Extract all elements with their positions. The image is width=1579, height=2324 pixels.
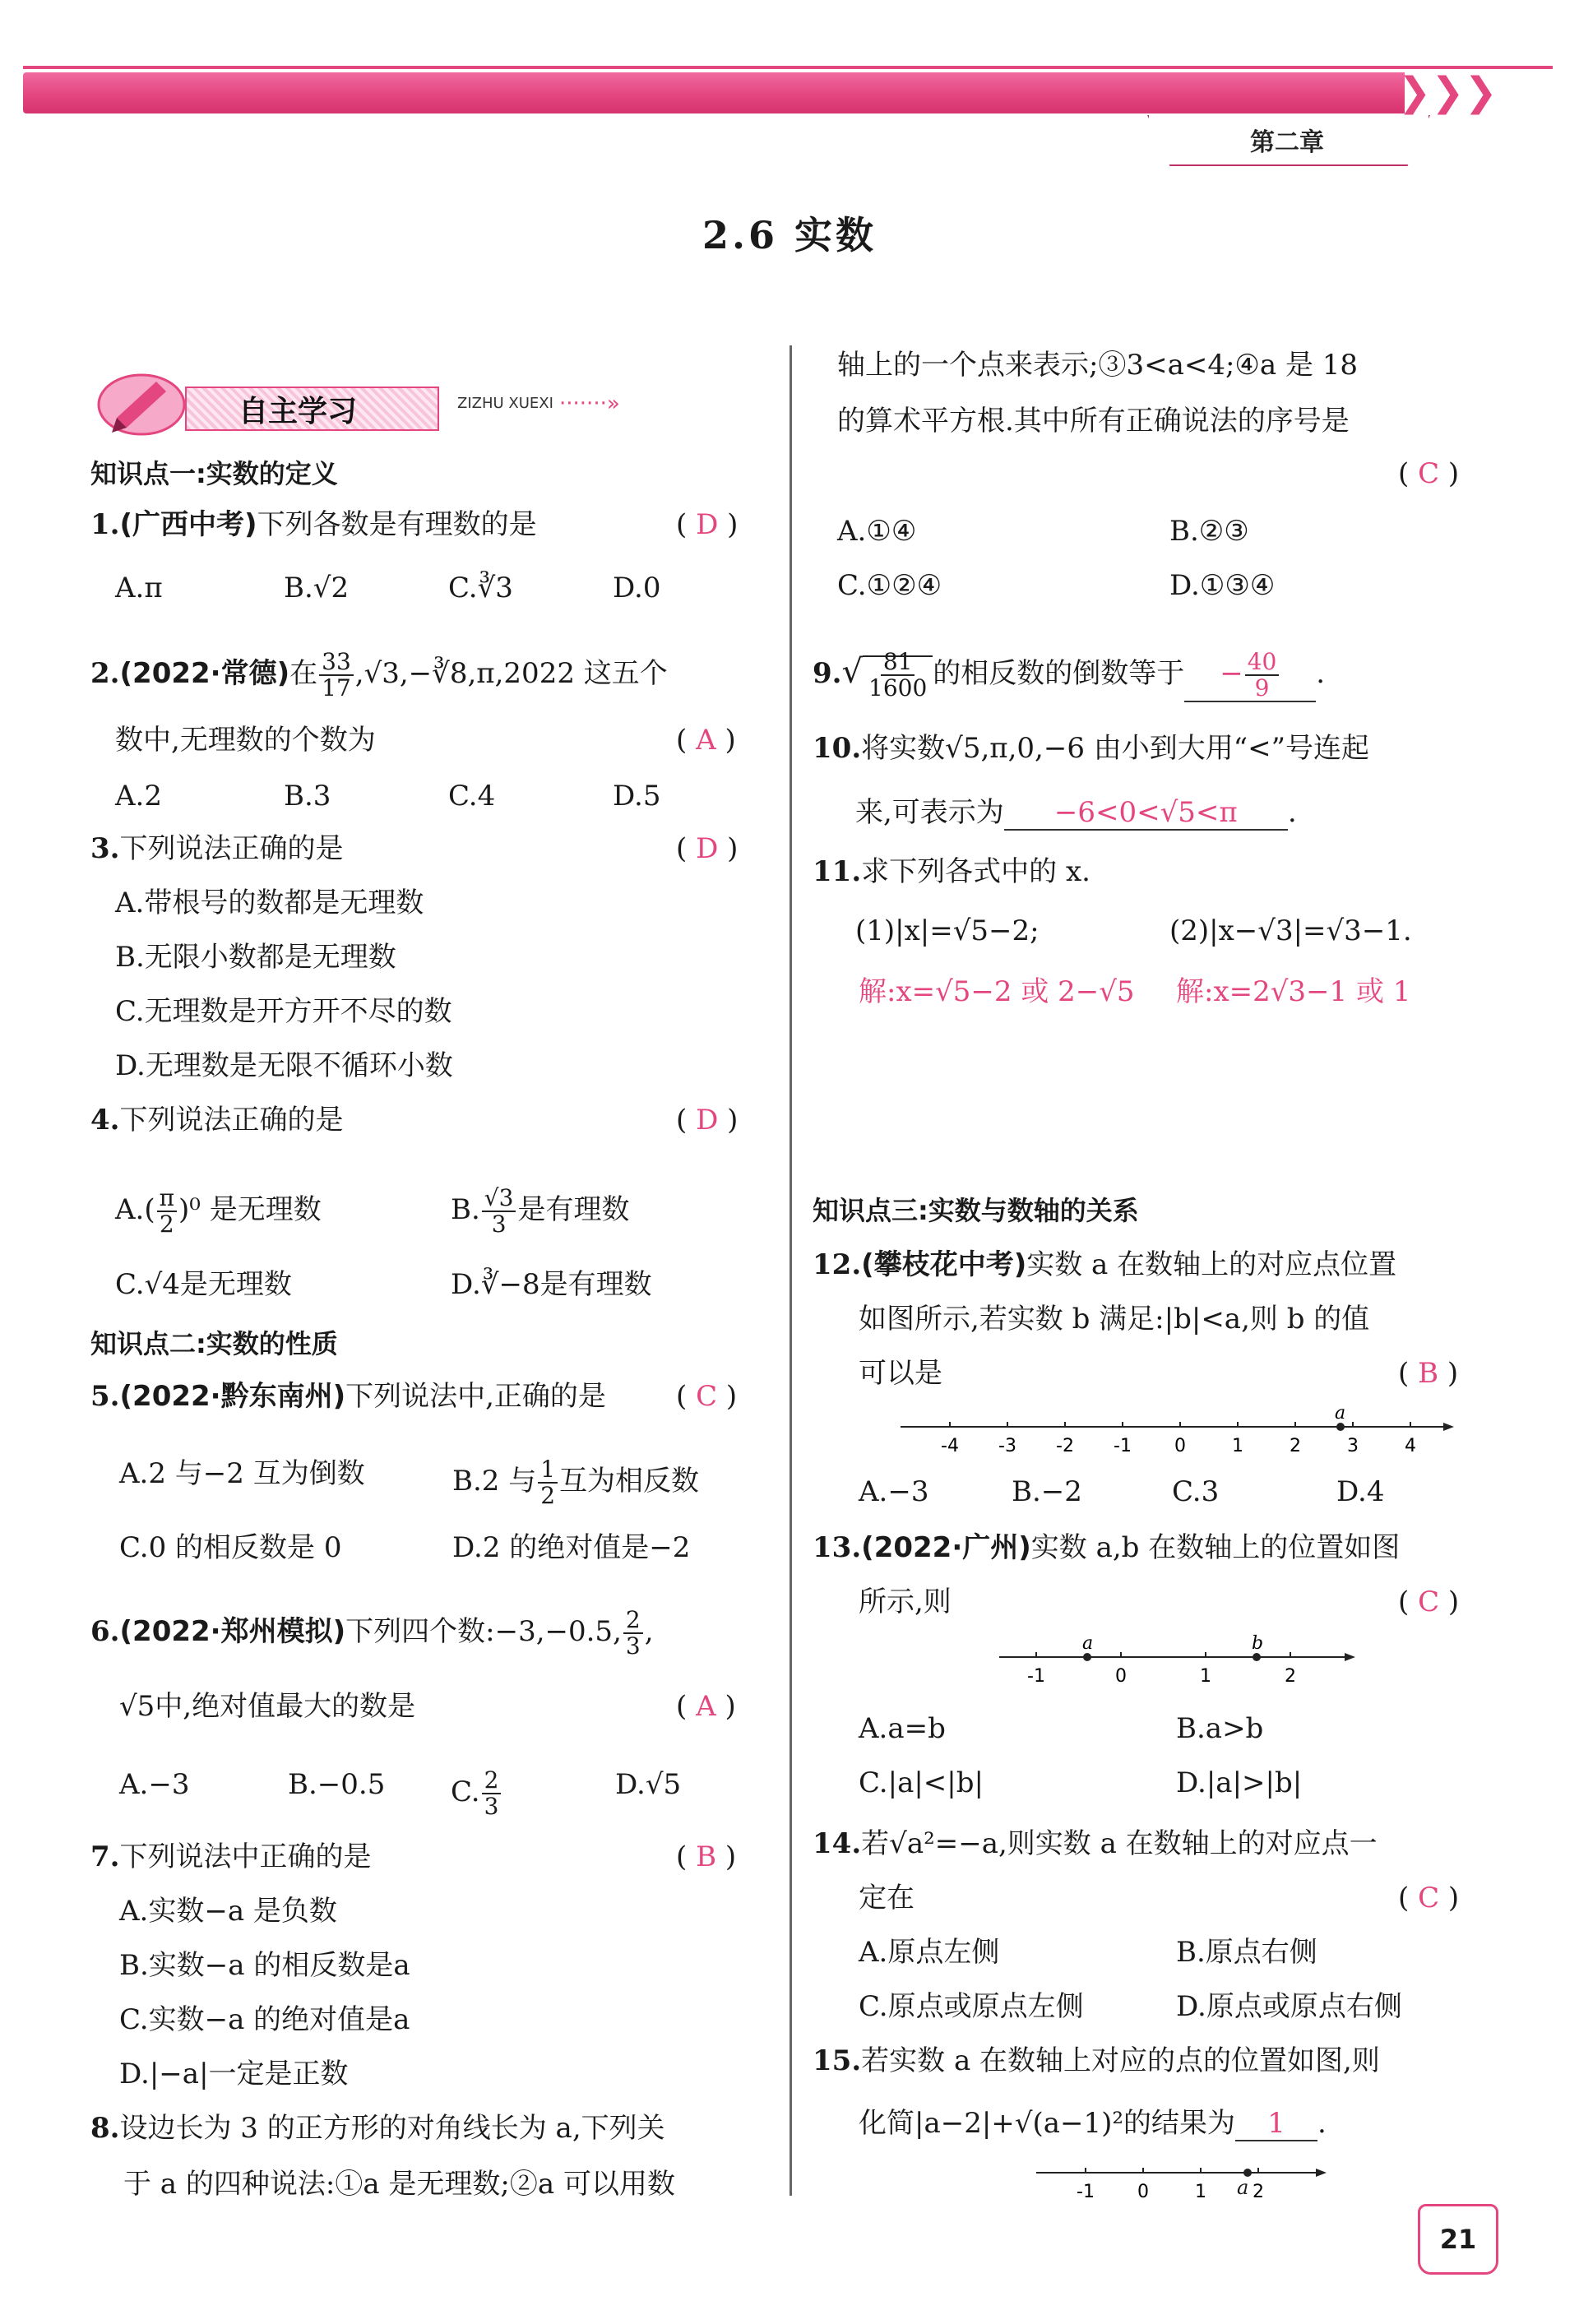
q8-option-a: A.①④ [837, 515, 917, 548]
q12-number-line [896, 1402, 1456, 1460]
q14-option-b: B.原点右侧 [1176, 1936, 1317, 1969]
q8-stem-4: 的算术平方根.其中所有正确说法的序号是 [837, 405, 1350, 437]
point-a-label: a [1082, 1633, 1094, 1654]
axis-tick-label: -1 [1077, 2182, 1095, 2202]
q13-option-a: A.a=b [859, 1712, 946, 1745]
kp3-heading: 知识点三:实数与数轴的关系 [813, 1195, 1139, 1226]
q10-stem-2: 来,可表示为 −6<0<√5<π . [855, 796, 1297, 829]
q1-option-d: D.0 [613, 572, 661, 604]
q4-answer: ( D ) [676, 1104, 739, 1137]
q8-option-d: D.①③④ [1169, 569, 1276, 602]
q2-stem-cont: 数中,无理数的个数为 [115, 724, 376, 757]
q9-answer-blank: − $\frac{40}{9}$ [1184, 650, 1316, 702]
axis-tick-label: 3 [1347, 1436, 1359, 1456]
q4-option-d: D.∛−8是有理数 [451, 1268, 652, 1301]
q12-option-b: B.−2 [1012, 1475, 1082, 1508]
q15-stem-1: 15.若实数 a 在数轴上对应的点的位置如图,则 [813, 2044, 1380, 2077]
axis-tick-label: 0 [1137, 2182, 1149, 2202]
q9-stem: 9.√ $\frac{81}{1600}$ 的相反数的倒数等于 − $\frac{40}{9}$ . [813, 648, 1326, 701]
q1-option-a: A.π [115, 572, 163, 604]
q2-answer: ( A ) [676, 724, 736, 757]
badge-pinyin: ZIZHU XUEXI [457, 395, 553, 412]
q7-answer: ( B ) [676, 1840, 737, 1873]
axis-tick-label: 0 [1115, 1666, 1127, 1687]
q11-part-1: (1)|x|=√5−2; [855, 914, 1040, 947]
page-number: 21 [1418, 2204, 1498, 2275]
axis-tick-label: -3 [998, 1436, 1016, 1456]
axis-arrow [1443, 1423, 1454, 1431]
point-a [1083, 1653, 1091, 1661]
q2-option-c: C.4 [448, 780, 496, 812]
q12-option-c: C.3 [1172, 1475, 1220, 1508]
q11-stem: 11.求下列各式中的 x. [813, 855, 1090, 888]
q7-stem: 7.下列说法中正确的是 [90, 1840, 372, 1873]
point-b [1253, 1653, 1261, 1661]
axis-tick-label: 4 [1405, 1436, 1416, 1456]
q4-option-a: A.( $\frac{\pi}{2}$ )⁰ 是无理数 [115, 1184, 322, 1238]
axis-tick-label: 2 [1290, 1436, 1301, 1456]
q8-option-b: B.②③ [1169, 515, 1249, 548]
q4-stem: 4.下列说法正确的是 [90, 1104, 344, 1137]
q11-part-2: (2)|x−√3|=√3−1. [1169, 914, 1412, 947]
q1-option-b: B.√2 [284, 572, 350, 604]
q3-option-d: D.无理数是无限不循环小数 [115, 1049, 453, 1082]
q14-answer: ( C ) [1398, 1882, 1460, 1914]
q8-answer: ( C ) [1398, 457, 1460, 490]
q3-option-a: A.带根号的数都是无理数 [115, 887, 424, 919]
q5-option-d: D.2 的绝对值是−2 [452, 1531, 691, 1564]
q6-option-d: D.√5 [615, 1768, 682, 1801]
q14-option-d: D.原点或原点右侧 [1176, 1990, 1402, 2023]
q6-option-c: C. $\frac{2}{3}$ [451, 1768, 502, 1819]
point-b-label: b [1252, 1633, 1264, 1654]
q11-solution-1: 解:x=√5−2 或 2−√5 [859, 975, 1135, 1008]
q1-stem: 1.(广西中考)下列各数是有理数的是 [90, 508, 537, 541]
badge-dots: ·······» [559, 391, 620, 416]
q5-answer: ( C ) [676, 1380, 738, 1413]
q5-option-a: A.2 与−2 互为倒数 [119, 1457, 365, 1490]
axis-tick-label: -1 [1027, 1666, 1045, 1687]
page-title: 2.6 实数 [702, 213, 877, 257]
badge-label: 自主学习 [238, 395, 358, 428]
q3-stem: 3.下列说法正确的是 [90, 832, 344, 865]
q3-option-c: C.无理数是开方开不尽的数 [115, 995, 452, 1028]
q15-stem-2: 化简|a−2|+√(a−1)²的结果为 1 . [859, 2107, 1327, 2140]
point-a [1336, 1423, 1345, 1431]
q13-number-line [995, 1632, 1357, 1690]
q7-option-c: C.实数−a 的绝对值是a [119, 2003, 410, 2036]
q14-stem-1: 14.若√a²=−a,则实数 a 在数轴上的对应点一 [813, 1827, 1378, 1860]
q7-option-b: B.实数−a 的相反数是a [119, 1949, 410, 1982]
axis-tick-label: 1 [1195, 2182, 1206, 2202]
q8-option-c: C.①②④ [837, 569, 942, 602]
q13-option-b: B.a>b [1176, 1712, 1264, 1745]
q14-option-c: C.原点或原点左侧 [859, 1990, 1084, 2023]
q2-stem: 2.(2022·常德)在 $\frac{33}{17}$ ,√3,−∛8,π,2022 这五个 [90, 648, 668, 701]
q1-answer: ( D ) [676, 508, 739, 541]
q6-stem-cont: √5中,绝对值最大的数是 [119, 1690, 416, 1723]
axis-tick-label: 2 [1285, 1666, 1296, 1687]
q12-option-a: A.−3 [859, 1475, 929, 1508]
q1-option-c: C.∛3 [448, 572, 513, 604]
q8-stem-3: 轴上的一个点来表示;③3<a<4;④a 是 18 [837, 349, 1359, 382]
axis-tick-label: 0 [1174, 1436, 1186, 1456]
axis-tick-label: 2 [1253, 2182, 1264, 2202]
kp1-heading: 知识点一:实数的定义 [90, 458, 338, 489]
q3-option-b: B.无限小数都是无理数 [115, 941, 396, 974]
q2-option-d: D.5 [613, 780, 661, 812]
q13-stem-1: 13.(2022·广州)实数 a,b 在数轴上的位置如图 [813, 1531, 1401, 1564]
q12-option-d: D.4 [1336, 1475, 1385, 1508]
q4-option-c: C.√4是无理数 [115, 1268, 292, 1301]
chevron-icon: ❯❯❯ [1398, 69, 1498, 115]
axis-arrow [1316, 2169, 1327, 2177]
q12-answer: ( B ) [1398, 1357, 1459, 1390]
kp2-heading: 知识点二:实数的性质 [90, 1328, 338, 1359]
axis-arrow [1345, 1653, 1355, 1661]
q14-stem-2: 定在 [859, 1882, 915, 1914]
axis-tick-label: 1 [1200, 1666, 1211, 1687]
q13-option-c: C.|a|<|b| [859, 1766, 984, 1799]
q15-point-a-label: a [1237, 2176, 1249, 2199]
q6-option-b: B.−0.5 [288, 1768, 386, 1801]
q4-option-b: B. $\frac{√3}{3}$ 是有理数 [451, 1184, 630, 1238]
q2-option-b: B.3 [284, 780, 331, 812]
q5-option-c: C.0 的相反数是 0 [119, 1531, 342, 1564]
q5-option-b: B.2 与 $\frac{1}{2}$ 互为相反数 [452, 1456, 700, 1509]
q13-option-d: D.|a|>|b| [1176, 1766, 1303, 1799]
q3-answer: ( D ) [676, 832, 739, 865]
column-divider [790, 345, 792, 2196]
chapter-label: 第二章 [1250, 128, 1324, 157]
q5-stem: 5.(2022·黔东南州)下列说法中,正确的是 [90, 1380, 606, 1413]
q13-stem-2: 所示,则 [859, 1586, 952, 1618]
q7-option-a: A.实数−a 是负数 [119, 1895, 337, 1928]
q6-answer: ( A ) [676, 1690, 736, 1723]
q15-number-line [1032, 2156, 1328, 2206]
q2-option-a: A.2 [115, 780, 162, 812]
q14-option-a: A.原点左侧 [859, 1936, 1000, 1969]
q13-answer: ( C ) [1398, 1586, 1460, 1618]
q12-stem-1: 12.(攀枝花中考)实数 a 在数轴上的对应点位置 [813, 1248, 1397, 1281]
q6-stem: 6.(2022·郑州模拟)下列四个数:−3,−0.5, $\frac{2}{3}$ , [90, 1606, 654, 1660]
point-a-label: a [1335, 1403, 1346, 1424]
q6-option-a: A.−3 [119, 1768, 190, 1801]
q12-stem-3: 可以是 [859, 1357, 942, 1390]
axis-tick-label: -1 [1114, 1436, 1132, 1456]
axis-tick-label: -2 [1056, 1436, 1074, 1456]
header-band [23, 72, 1405, 113]
axis-tick-label: 1 [1232, 1436, 1243, 1456]
q8-stem-2: 于 a 的四种说法:①a 是无理数;②a 可以用数 [123, 2168, 675, 2201]
header-rule [23, 66, 1553, 69]
q11-solution-2: 解:x=2√3−1 或 1 [1176, 975, 1411, 1008]
q12-stem-2: 如图所示,若实数 b 满足:|b|<a,则 b 的值 [859, 1303, 1370, 1336]
q10-answer-blank: −6<0<√5<π [1004, 796, 1288, 831]
q15-answer-blank: 1 [1235, 2107, 1317, 2141]
q7-option-d: D.|−a|一定是正数 [119, 2058, 349, 2090]
axis-tick-label: -4 [941, 1436, 959, 1456]
q8-stem-1: 8.设边长为 3 的正方形的对角线长为 a,下列关 [90, 2112, 665, 2145]
q10-stem-1: 10.将实数√5,π,0,−6 由小到大用“<”号连起 [813, 732, 1370, 765]
